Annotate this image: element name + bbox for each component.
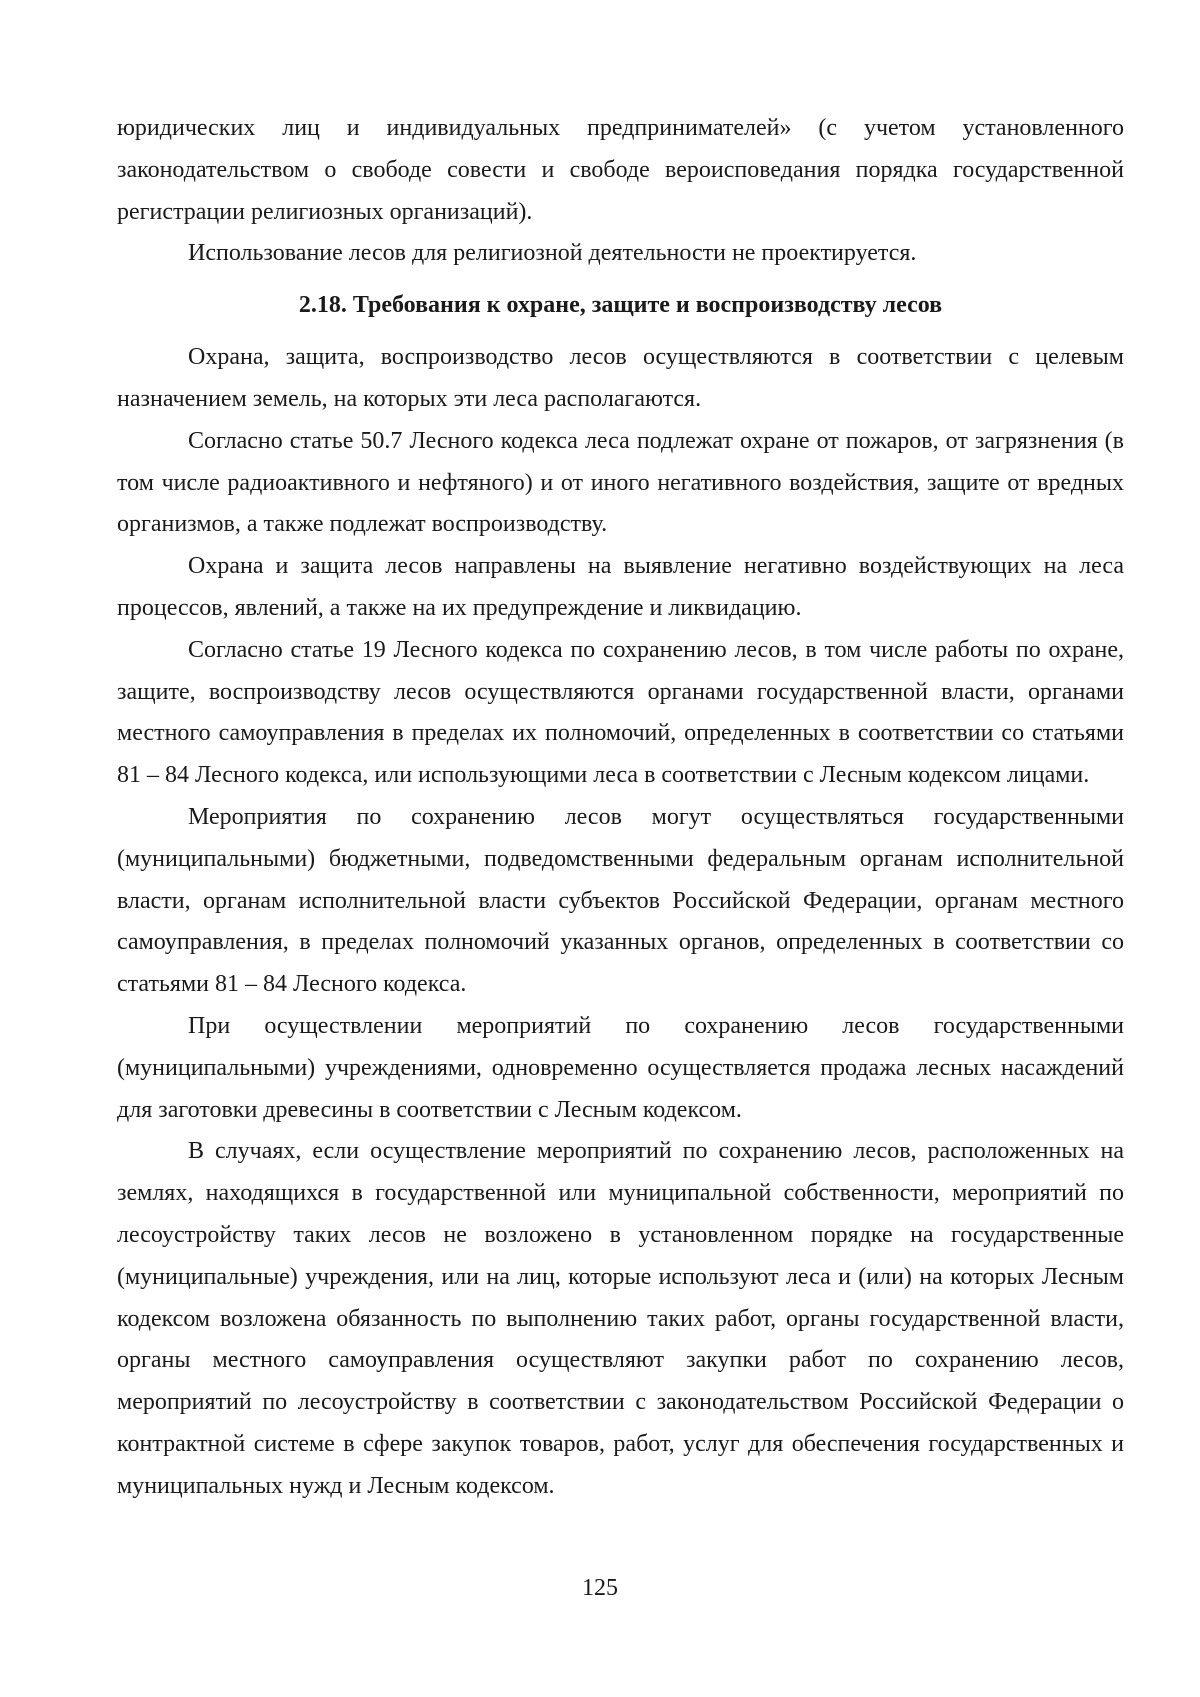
body-paragraph-3: Охрана и защита лесов направлены на выявление негативно воздействующих на леса процессов, явлений, а также на их предупреждение и ликвидацию. bbox=[117, 553, 1124, 621]
body-paragraph-7: В случаях, если осуществление мероприятий по сохранению лесов, расположенных на землях, находящихся в государственной или муниципальной собственности, мероприятий по лесоустройству таких лесов не возложено в установленном порядке на государственные (муниципальные) учреждения, или на лиц, которые используют леса и (или) на которых Лесным кодексом возложена обязанность по выполнению таких работ, органы государственной власти, органы местного самоуправления осуществляют закупки работ по сохранению лесов, мероприятий по лесоустройству в соответствии с законодательством Российской Федерации о контрактной системе в сфере закупок товаров, работ, услуг для обеспечения государственных и муниципальных нужд и Лесным кодексом. bbox=[117, 1138, 1124, 1499]
continuation-paragraph: юридических лиц и индивидуальных предпринимателей» (с учетом установленного законодательством о свободе совести и свободе вероисповедания порядка государственной регистрации религиозных организаций). bbox=[117, 115, 1124, 225]
body-paragraph-2: Согласно статье 50.7 Лесного кодекса леса подлежат охране от пожаров, от загрязнения (в том числе радиоактивного и нефтяного) и от иного негативного воздействия, защите от вредных организмов, а также подлежат воспроизводству. bbox=[117, 427, 1124, 538]
body-paragraph-6: При осуществлении мероприятий по сохранению лесов государственными (муниципальными) учреждениями, одновременно осуществляется продажа лесных насаждений для заготовки древесины в соответствии с Лесным кодексом. bbox=[117, 1012, 1124, 1123]
section-heading: 2.18. Требования к охране, защите и воспроизводству лесов bbox=[298, 292, 943, 319]
page-number: 125 bbox=[582, 1575, 618, 1601]
religious-use-paragraph: Использование лесов для религиозной деятельности не проектируется. bbox=[188, 240, 917, 267]
body-paragraph-1: Охрана, защита, воспроизводство лесов осуществляются в соответствии с целевым назначением земель, на которых эти леса располагаются. bbox=[117, 344, 1124, 412]
body-paragraph-5: Мероприятия по сохранению лесов могут осуществляться государственными (муниципальными) бюджетными, подведомственными федеральным органам исполнительной власти, органам исполнительной власти субъектов Российской Федерации, органам местного самоуправления, в пределах полномочий указанных органов, определенных в соответствии со статьями 81 – 84 Лесного кодекса. bbox=[117, 803, 1124, 998]
body-paragraph-4: Согласно статье 19 Лесного кодекса по сохранению лесов, в том числе работы по охране, защите, воспроизводству лесов осуществляются органами государственной власти, органами местного самоуправления в пределах их полномочий, определенных в соответствии со статьями 81 – 84 Лесного кодекса, или использующими леса в соответствии с Лесным кодексом лицами. bbox=[117, 636, 1124, 789]
page-body bbox=[117, 108, 1124, 1508]
